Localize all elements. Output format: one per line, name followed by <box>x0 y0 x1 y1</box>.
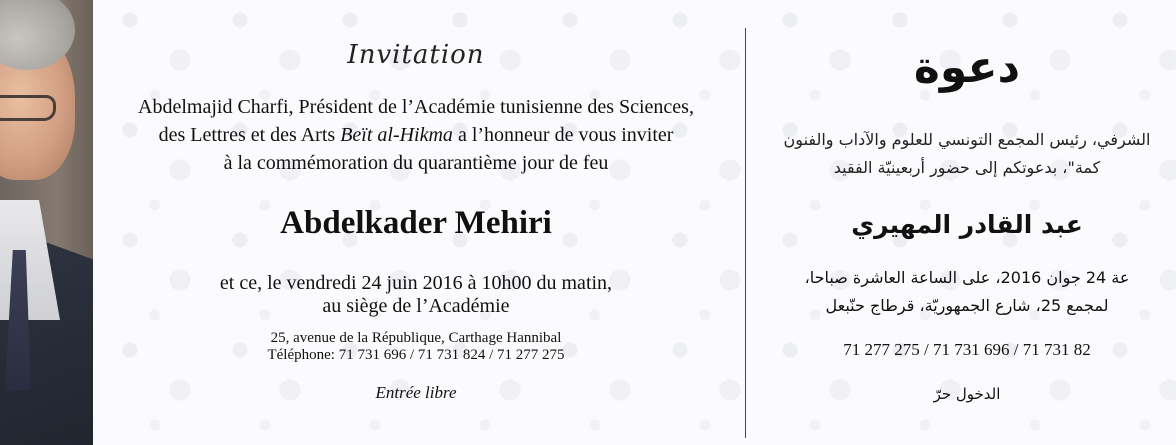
intro-line-1: Abdelmajid Charfi, Président de l’Académie tunisienne des Sciences, <box>138 96 694 118</box>
french-invitation <box>96 0 736 445</box>
arabic-event-place: لمجمع 25، شارع الجمهوريّة، قرطاج حنّبعل <box>825 296 1109 315</box>
deceased-name: Abdelkader Mehiri <box>280 205 552 241</box>
intro-line-2: des Lettres et des Arts Beït al-Hikma a l’honneur de vous inviter <box>158 124 674 146</box>
event-details <box>96 272 736 318</box>
french-title: Invitation <box>347 40 485 70</box>
arabic-phone: 71 277 275 / 71 731 696 / 71 731 82 <box>843 340 1091 359</box>
arabic-entry-note: الدخول حرّ <box>933 385 1001 403</box>
arabic-intro-line-2: كمة"، بدعوتكم إلى حضور أربعينيّة الفقيد <box>833 158 1101 177</box>
arabic-intro-line-1: الشرفي، رئيس المجمع التونسي للعلوم والآداب والفنون <box>783 130 1151 149</box>
center-divider <box>745 28 746 438</box>
event-date: et ce, le vendredi 24 juin 2016 à 10h00 du matin, <box>219 272 613 294</box>
arabic-event-date: عة 24 جوان 2016، على الساعة العاشرة صباحا، <box>804 268 1130 287</box>
french-intro <box>96 93 736 177</box>
arabic-invitation <box>752 0 1176 445</box>
contact-block <box>96 330 736 364</box>
arabic-title: دعوة <box>913 42 1021 93</box>
institution-name: Beït al-Hikma <box>340 124 453 146</box>
entry-note: Entrée libre <box>375 383 457 402</box>
address: 25, avenue de la République, Carthage Hannibal <box>270 330 562 346</box>
portrait-photo <box>0 0 93 445</box>
arabic-event-details <box>752 264 1176 320</box>
event-place: au siège de l’Académie <box>322 295 510 317</box>
phone: Téléphone: 71 731 696 / 71 731 824 / 71 277 275 <box>267 347 565 363</box>
arabic-intro <box>752 126 1176 182</box>
intro-line-3: à la commémoration du quarantième jour de feu <box>223 152 609 174</box>
arabic-deceased-name: عبد القادر المهيري <box>851 210 1083 239</box>
